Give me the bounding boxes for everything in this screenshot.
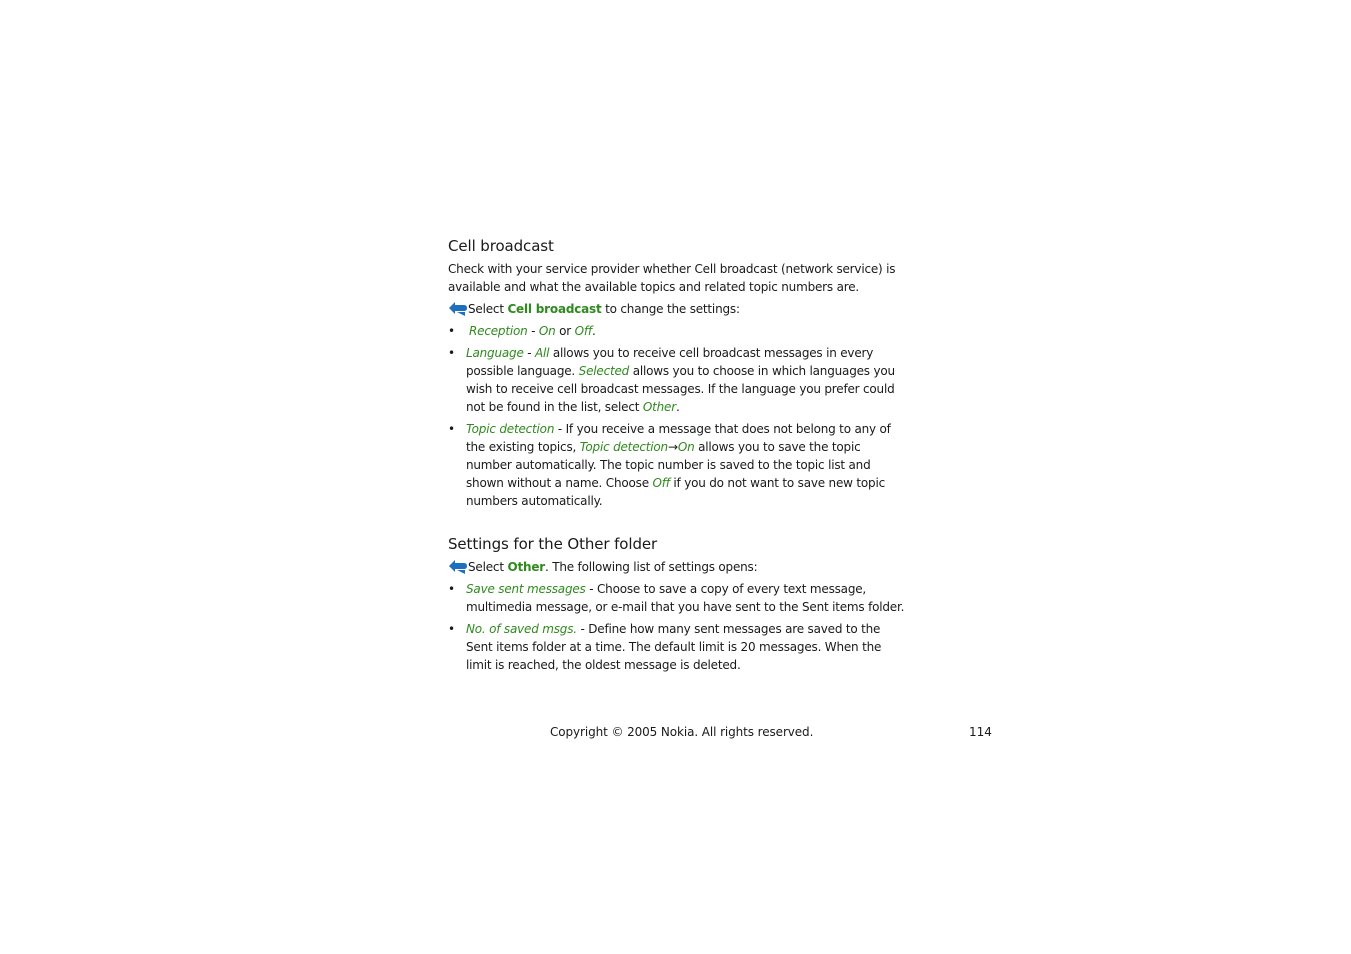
instruction-text-post: to change the settings: — [601, 302, 740, 316]
menu-path-other: Other — [507, 560, 545, 574]
option-save-sent-messages: Save sent messages — [466, 582, 586, 596]
bullet: • — [448, 582, 455, 596]
option-off: Off — [652, 476, 670, 490]
section-heading-cell-broadcast: Cell broadcast — [448, 237, 554, 255]
option-reception: Reception — [469, 324, 528, 338]
copyright-notice: Copyright © 2005 Nokia. All rights reserved. — [550, 725, 814, 739]
list-item: • Language - All allows you to receive cell broadcast messages in every possible language. Selected allows you to choose in which languages you wish to receive cell broadcast messages. If the language you prefer could not be found in the list, select Other. — [448, 346, 895, 414]
option-language: Language — [466, 346, 524, 360]
option-other: Other — [642, 400, 676, 414]
bullet: • — [448, 346, 455, 360]
menu-arrow-icon — [448, 300, 468, 318]
cell-broadcast-settings-list — [448, 322, 906, 510]
option-selected: Selected — [578, 364, 630, 378]
bullet: • — [448, 422, 455, 436]
list-item: • Topic detection - If you receive a message that does not belong to any of the existing topics, Topic detection→On allows you to save the topic number automatically. The topic number is saved to the topic list and shown without a name. Choose Off if you do not want to save new topic numbers automatically. — [448, 422, 891, 508]
option-topic-detection: Topic detection — [466, 422, 555, 436]
menu-arrow-icon — [448, 558, 468, 576]
option-topic-detection-path: Topic detection — [579, 440, 668, 454]
other-folder-settings-list — [448, 580, 906, 674]
section-spacer — [448, 514, 906, 534]
list-item: • Reception - On or Off. — [448, 324, 596, 338]
option-off: Off — [574, 324, 592, 338]
instruction-text-pre: Select — [468, 302, 508, 316]
option-all: All — [534, 346, 550, 360]
path-arrow: → — [667, 440, 678, 454]
list-item: • Save sent messages - Choose to save a copy of every text message, multimedia message, or e-mail that you have sent to the Sent items folder. — [448, 582, 905, 614]
menu-path-cell-broadcast: Cell broadcast — [507, 302, 602, 316]
list-item: • No. of saved msgs. - Define how many sent messages are saved to the Sent items folder at a time. The default limit is 20 messages. When the limit is reached, the oldest message is deleted. — [448, 622, 882, 672]
section-heading-other-folder: Settings for the Other folder — [448, 535, 658, 553]
instruction-text-post: . The following list of settings opens: — [544, 560, 758, 574]
page-number: 114 — [969, 725, 992, 739]
page-footer — [0, 722, 1351, 742]
cell-broadcast-instruction — [448, 300, 906, 318]
other-folder-instruction — [448, 558, 906, 576]
bullet: • — [448, 324, 455, 338]
cell-broadcast-intro: Check with your service provider whether Cell broadcast (network service) is available and what the available topics and related topic numbers are. — [448, 262, 896, 294]
option-no-of-saved-msgs: No. of saved msgs. — [466, 622, 577, 636]
document-page — [448, 236, 906, 678]
instruction-text-pre: Select — [468, 560, 508, 574]
option-on: On — [677, 440, 695, 454]
option-on: On — [538, 324, 556, 338]
bullet: • — [448, 622, 455, 636]
